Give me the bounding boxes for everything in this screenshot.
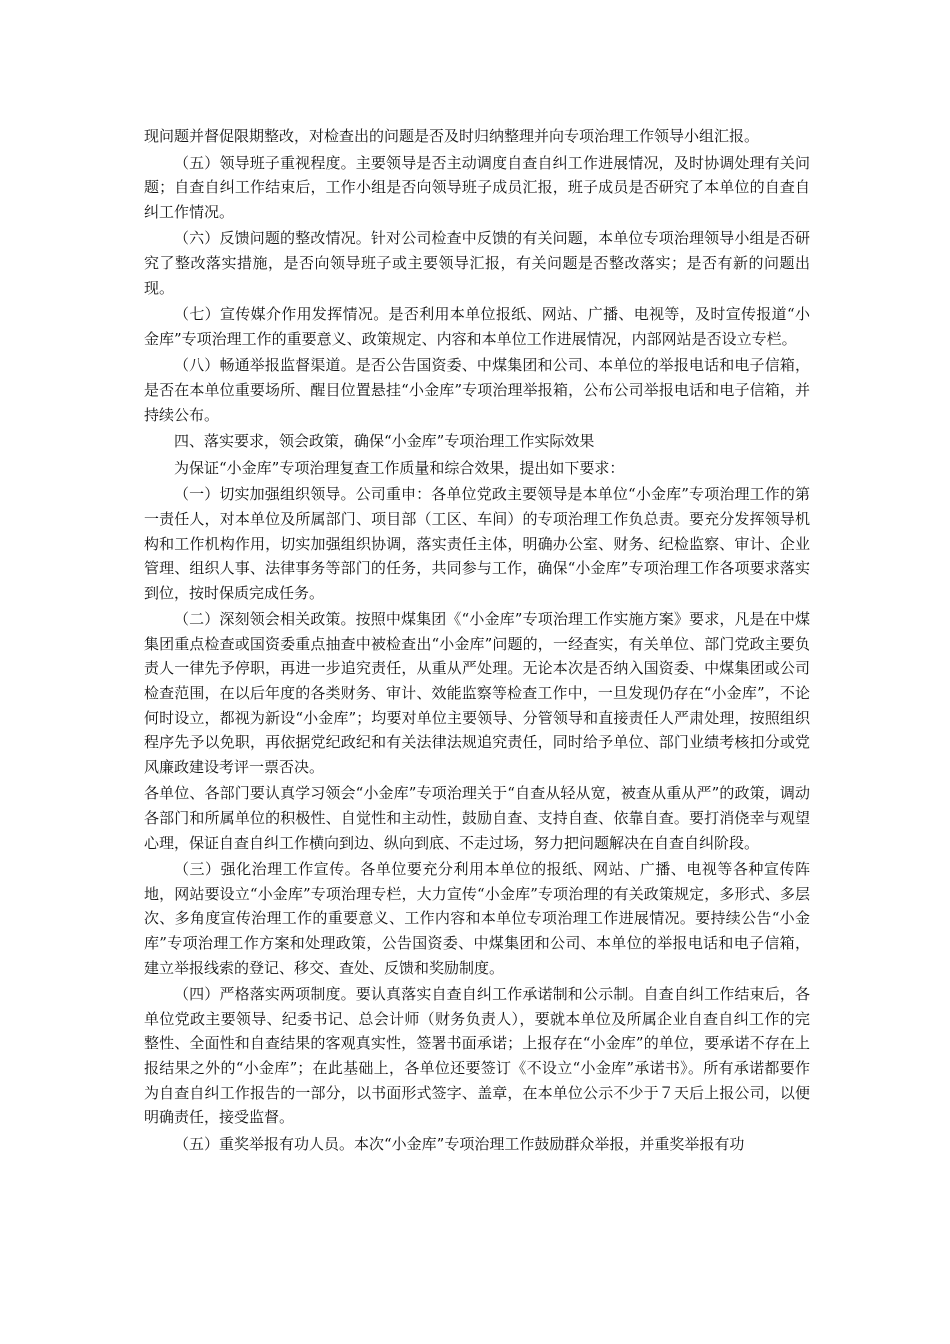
paragraph-media-publicity: （七）宣传媒介作用发挥情况。是否利用本单位报纸、网站、广播、电视等，及时宣传报道“小金库”专项治理工作的重要意义、政策规定、内容和本单位工作进展情况，内部网站是否设立专栏。 [144, 305, 810, 348]
section-heading-four: 四、落实要求，领会政策，确保“小金库”专项治理工作实际效果 [174, 432, 595, 451]
paragraph-self-inspection-policy: 各单位、各部门要认真学习领会“小金库”专项治理关于“自查从轻从宽，被查从重从严”的政策，调动各部门和所属单位的积极性、自觉性和主动性，鼓励自查、支持自查、依靠自查。要打消侥幸与观望心理，保证自查自纠工作横向到边、纵向到底、不走过场，努力把问题解决在自查自纠阶段。 [144, 784, 810, 852]
paragraph-rectification: （六）反馈问题的整改情况。针对公司检查中反馈的有关问题，本单位专项治理领导小组是否研究了整改落实措施，是否向领导班子或主要领导汇报，有关问题是否整改落实；是否有新的问题出现。 [144, 229, 810, 297]
paragraph-continuation: 现问题并督促限期整改，对检查出的问题是否及时归纳整理并向专项治理工作领导小组汇报。 [144, 127, 760, 145]
paragraph-requirements-intro: 为保证“小金库”专项治理复查工作质量和综合效果，提出如下要求： [174, 458, 625, 477]
paragraph-report-channels: （八）畅通举报监督渠道。是否公告国资委、中煤集团和公司、本单位的举报电话和电子信箱，是否在本单位重要场所、醒目位置悬挂“小金库”专项治理举报箱，公布公司举报电话和电子信箱，并持续公布。 [144, 356, 810, 424]
paragraph-organization-leadership: （一）切实加强组织领导。公司重申：各单位党政主要领导是本单位“小金库”专项治理工作的第一责任人，对本单位及所属部门、项目部（工区、车间）的专项治理工作负总责。要充分发挥领导机构和工作机构作用，切实加强组织协调，落实责任主体，明确办公室、财务、纪检监察、审计、企业管理、组织人事、法律事务等部门的任务，共同参与工作，确保“小金库”专项治理工作各项要求落实到位，按时保质完成任务。 [144, 485, 810, 602]
document-page [144, 124, 810, 1158]
paragraph-two-systems: （四）严格落实两项制度。要认真落实自查自纠工作承诺制和公示制。自查自纠工作结束后，各单位党政主要领导、纪委书记、总会计师（财务负责人），要就本单位及所属企业自查自纠工作的完整性、全面性和自查结果的客观真实性，签署书面承诺；上报存在“小金库”的单位，要承诺不存在上报结果之外的“小金库”；在此基础上，各单位还要签订《不设立“小金库”承诺书》。所有承诺都要作为自查自纠工作报告的一部分，以书面形式签字、盖章，在本单位公示不少于７天后上报公司，以便明确责任，接受监督。 [144, 985, 810, 1127]
paragraph-publicity: （三）强化治理工作宣传。各单位要充分利用本单位的报纸、网站、广播、电视等各种宣传阵地，网站要设立“小金库”专项治理专栏，大力宣传“小金库”专项治理的有关政策规定，多形式、多层次、多角度宣传治理工作的重要意义、工作内容和本单位专项治理工作进展情况。要持续公告“小金库”专项治理工作方案和处理政策，公告国资委、中煤集团和公司、本单位的举报电话和电子信箱，建立举报线索的登记、移交、查处、反馈和奖励制度。 [144, 860, 810, 977]
paragraph-leadership-attention: （五）领导班子重视程度。主要领导是否主动调度自查自纠工作进展情况，及时协调处理有关问题；自查自纠工作结束后，工作小组是否向领导班子成员汇报，班子成员是否研究了本单位的自查自纠工作情况。 [144, 153, 810, 221]
paragraph-rewards: （五）重奖举报有功人员。本次“小金库”专项治理工作鼓励群众举报，并重奖举报有功 [174, 1134, 745, 1153]
paragraph-policy-understanding: （二）深刻领会相关政策。按照中煤集团《“小金库”专项治理工作实施方案》要求，凡是在中煤集团重点检查或国资委重点抽查中被检查出“小金库”问题的，一经查实，有关单位、部门党政主要负责人一律先予停职，再进一步追究责任，从重从严处理。无论本次是否纳入国资委、中煤集团或公司检查范围，在以后年度的各类财务、审计、效能监察等检查工作中，一旦发现仍存在“小金库”，不论何时设立，都视为新设“小金库”；均要对单位主要领导、分管领导和直接责任人严肃处理，按照组织程序先予以免职，再依据党纪政纪和有关法律法规追究责任，同时给予单位、部门业绩考核扣分或党风廉政建设考评一票否决。 [144, 610, 810, 776]
